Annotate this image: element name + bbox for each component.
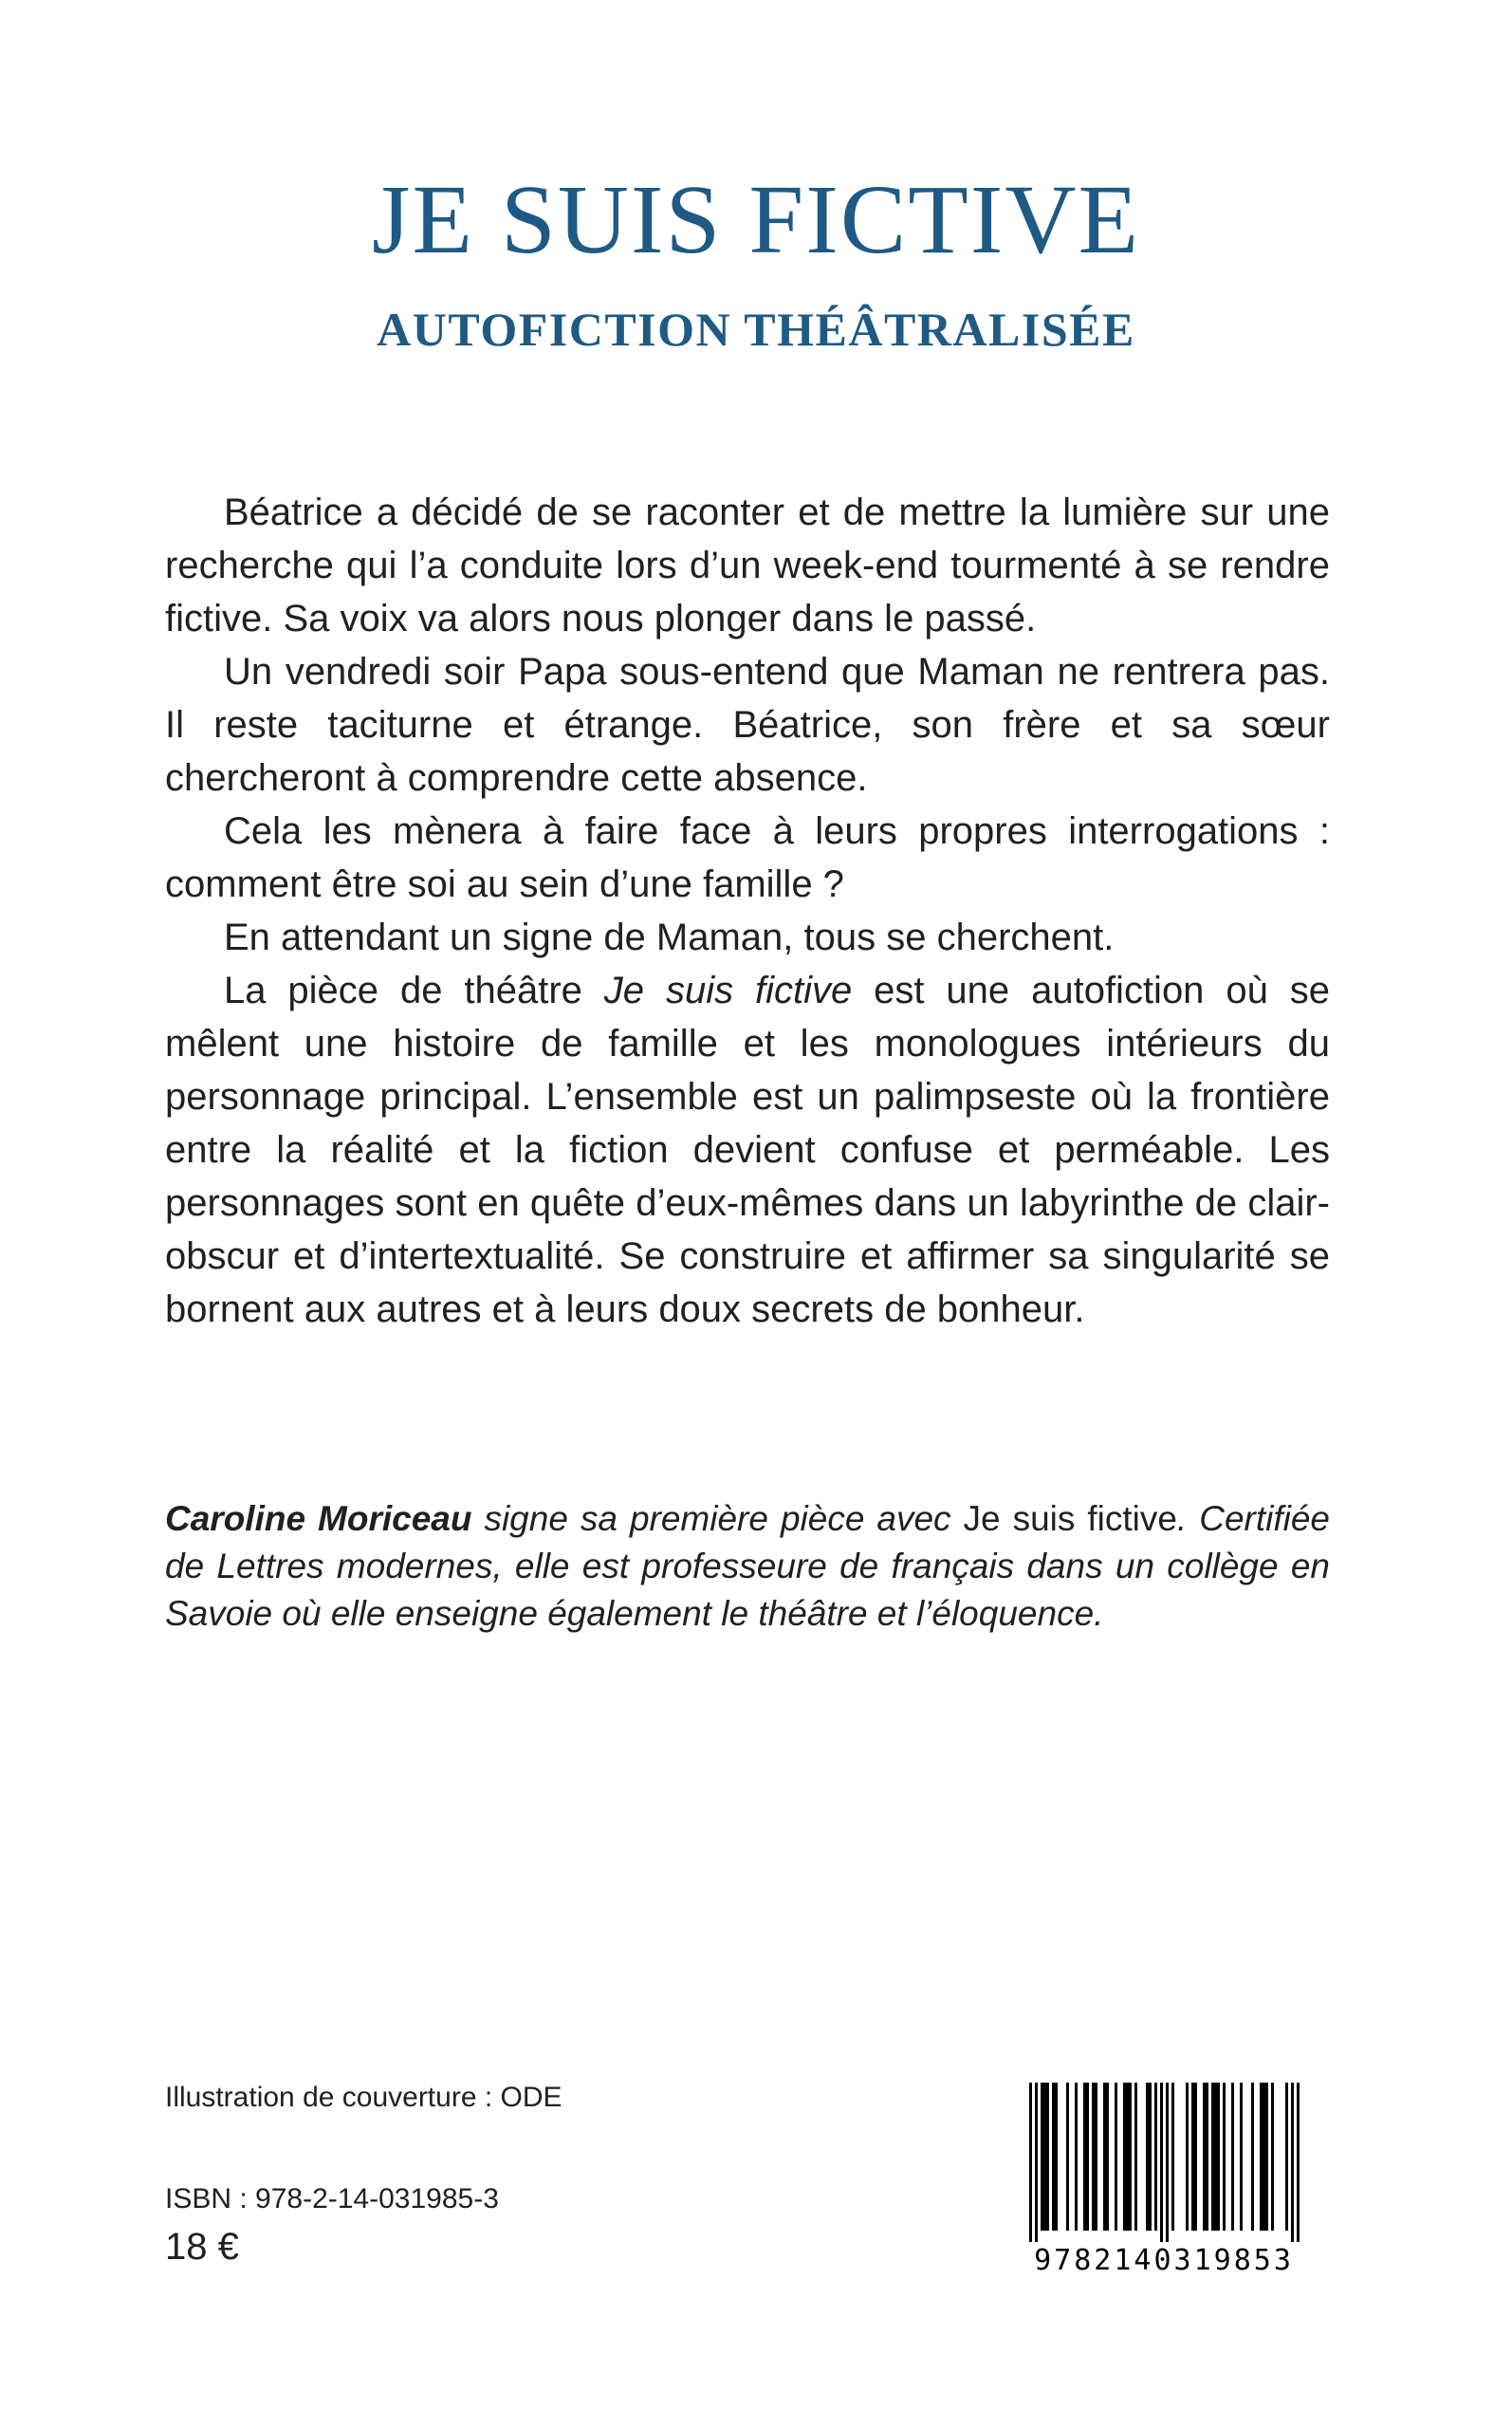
barcode-bar xyxy=(1191,2083,1194,2231)
barcode-bar xyxy=(1251,2083,1254,2231)
barcode-bar xyxy=(1166,2083,1169,2242)
barcode-bar xyxy=(1214,2083,1217,2231)
barcode-bar xyxy=(1211,2083,1214,2231)
barcode-bar xyxy=(1134,2083,1137,2231)
barcode-bar xyxy=(1092,2083,1095,2231)
isbn-number: ISBN : 978-2-14-031985-3 xyxy=(165,2183,499,2214)
illustration-credit: Illustration de couverture : ODE xyxy=(165,2082,562,2113)
barcode xyxy=(1014,2083,1314,2287)
barcode-bar xyxy=(1041,2083,1043,2231)
barcode-digits: 9782140319853 xyxy=(1034,2244,1294,2277)
barcode-bar xyxy=(1265,2083,1268,2231)
barcode-bar xyxy=(1231,2083,1234,2231)
barcode-bar xyxy=(1297,2083,1300,2242)
barcode-bar xyxy=(1203,2083,1206,2231)
barcode-bar xyxy=(1103,2083,1106,2231)
summary-paragraph-4: En attendant un signe de Maman, tous se cherchent. xyxy=(224,917,1115,958)
barcode-bar xyxy=(1066,2083,1069,2231)
book-title: JE SUIS FICTIVE xyxy=(371,165,1141,274)
summary-paragraph-3: Cela les mènera à faire face à leurs propres interrogations : comment être soi au sein d’une famille ? xyxy=(165,810,1330,905)
barcode-bar xyxy=(1046,2083,1049,2231)
barcode-bar xyxy=(1075,2083,1078,2231)
barcode-bar xyxy=(1055,2083,1058,2231)
barcode-bar xyxy=(1086,2083,1089,2231)
barcode-bar xyxy=(1149,2083,1152,2231)
barcode-bar xyxy=(1260,2083,1263,2231)
barcode-bar xyxy=(1160,2083,1163,2242)
author-bio xyxy=(165,1495,1330,1638)
summary-p5-title: Je suis fictive xyxy=(603,970,853,1011)
barcode-bar xyxy=(1154,2083,1157,2231)
barcode-bar xyxy=(1291,2083,1294,2242)
barcode-bar xyxy=(1263,2083,1265,2231)
barcode-bar xyxy=(1271,2083,1274,2231)
barcode-bar xyxy=(1285,2083,1288,2231)
barcode-bar xyxy=(1206,2083,1208,2231)
barcode-bar xyxy=(1052,2083,1055,2231)
barcode-bar xyxy=(1095,2083,1097,2231)
barcode-bar xyxy=(1217,2083,1220,2231)
price-label: 18 € xyxy=(165,2226,239,2268)
barcode-bar xyxy=(1029,2083,1032,2242)
summary-paragraph-1: Béatrice a décidé de se raconter et de mettre la lumière sur une recherche qui l’a conduite lors d’un week-end tourmenté à se rendre fictive. Sa voix va alors nous plonger dans le passé. xyxy=(165,491,1330,639)
barcode-bar xyxy=(1035,2083,1038,2242)
barcode-bar xyxy=(1126,2083,1129,2231)
book-subtitle: AUTOFICTION THÉÂTRALISÉE xyxy=(377,303,1135,356)
barcode-bar xyxy=(1171,2083,1174,2231)
summary-paragraph-5 xyxy=(165,964,1330,1336)
barcode-bar xyxy=(1115,2083,1117,2231)
barcode-bar xyxy=(1129,2083,1132,2231)
barcode-bar xyxy=(1223,2083,1226,2231)
summary-text xyxy=(165,486,1330,1336)
summary-paragraph-2: Un vendredi soir Papa sous-entend que Maman ne rentrera pas. Il reste taciturne et étrange. Béatrice, son frère et sa sœur chercheront à comprendre cette absence. xyxy=(165,651,1330,799)
summary-p5-end: est une autofiction où se mêlent une histoire de famille et les monologues intérieurs du personnage principal. L’ensemble est un palimpseste où la frontière entre la réalité et la fiction devient confuse et perméable. Les personnages sont en quête d’eux-mêmes dans un labyrinthe de clair-obscur et d’intertextualité. Se construire et affirmer sa singularité se bornent aux autres et à leurs doux secrets de bonheur. xyxy=(165,970,1330,1330)
barcode-bar xyxy=(1186,2083,1189,2231)
barcode-bars-icon xyxy=(1014,2083,1314,2242)
barcode-bar xyxy=(1146,2083,1149,2231)
barcode-bar xyxy=(1194,2083,1197,2231)
barcode-bar xyxy=(1106,2083,1109,2231)
author-name: Caroline Moriceau xyxy=(165,1499,472,1538)
barcode-bar xyxy=(1043,2083,1046,2231)
author-bio-text-2: . Certifiée de Lettres modernes, elle est professeure de français dans un collège en Savoie où elle enseigne également le théâtre et l’éloquence. xyxy=(165,1499,1331,1633)
barcode-bar xyxy=(1240,2083,1243,2231)
barcode-bar xyxy=(1123,2083,1126,2231)
barcode-bar xyxy=(1083,2083,1086,2231)
author-bio-book-title: Je suis fictive xyxy=(963,1499,1177,1538)
summary-p5-start: La pièce de théâtre xyxy=(224,970,604,1011)
author-bio-text-1: signe sa première pièce avec xyxy=(471,1499,964,1538)
